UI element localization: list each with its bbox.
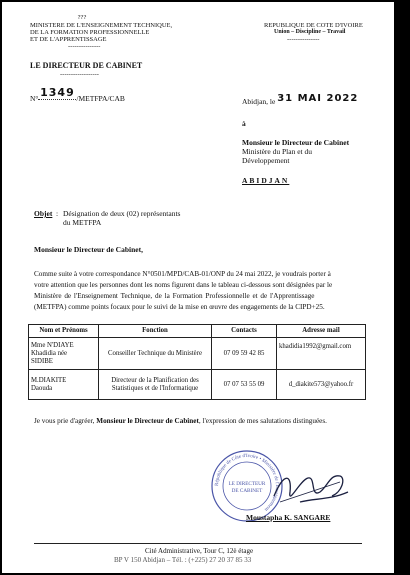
body-line-4: (METFPA) comme points focaux pour le suivi de la mise en œuvre des engagements de la CIPD+25. [34,303,325,311]
header-right-rule: --------------- [287,36,320,43]
object-colon: : [56,209,59,218]
header-left-rule: --------------- [68,43,101,50]
seal-ring-text: République de Côte d'Ivoire • Ministère de l'Enseignement [214,453,279,512]
closing-line: Je vous prie d'agréer, Monsieur le Directeur de Cabinet, l'expression de mes salutations distinguées. [34,417,327,425]
table-row [29,338,366,370]
table-header-contacts: Contacts [212,325,277,338]
recipient-line3: Développement [242,156,290,165]
date-stamp: 31 MAI 2022 [277,93,359,104]
recipient-a: à [242,119,246,128]
table-cell-function: Directeur de la Planification des Statistiques et de l'Informatique [99,370,212,400]
table-cell-email: khadidia1992@gmail.com [277,338,366,370]
object-line2: du METFPA [63,218,102,227]
reference-suffix: /METFPA/CAB [76,94,125,103]
director-rule: ------------------ [60,71,99,78]
footer-line2: BP V 150 Abidjan – Tél. : (+225) 27 20 37 85 33 [114,556,252,564]
header-left-line3: ET DE L'APPRENTISSAGE [30,36,107,43]
object-line1: Désignation de deux (02) représentants [63,209,181,218]
object-label: Objet [34,209,53,218]
header-right-motto: Union – Discipline – Travail [274,29,346,35]
table-row [29,370,366,400]
reference-line [30,86,125,105]
director-title: LE DIRECTEUR DE CABINET [30,61,143,70]
table-header-row [29,325,366,338]
focal-points-table [28,324,366,400]
header-left-line2: DE LA FORMATION PROFESSIONNELLE [30,29,150,36]
header-left-line1: MINISTERE DE L'ENSEIGNEMENT TECHNIQUE, [30,22,173,29]
table-cell-contact: 07 09 59 42 85 [212,338,277,370]
seal-center-2: DE CABINET [231,488,263,494]
body-line-2: votre attention que les personnes dont les noms figurent dans le tableau ci-dessous sont désignées par le [34,281,333,289]
reference-prefix: N° [30,94,39,103]
table-header-function: Fonction [99,325,212,338]
seal-center-1: LE DIRECTEUR [228,481,266,487]
table-header-name: Nom et Prénoms [29,325,99,338]
reference-number: 1349 [40,86,75,99]
letter-page [2,2,394,573]
handwritten-signature [270,462,352,512]
footer-line1: Cité Administrative, Tour C, 12è étage [145,547,254,555]
table-cell-name: Mme N'DIAYE Khadidia née SIDIBE [29,338,99,370]
recipient-city: ABIDJAN [242,176,290,185]
table-cell-name: M.DIAKITE Daouda [29,370,99,400]
footer-rule [34,543,362,544]
table-cell-contact: 07 07 53 55 09 [212,370,277,400]
table-cell-email: d_diakite573@yahoo.fr [277,370,366,400]
table-cell-function: Conseiller Technique du Ministère [99,338,212,370]
signatory-name: Moustapha K. SANGARE [246,513,331,522]
header-right-country: REPUBLIQUE DE COTE D'IVOIRE [264,22,363,29]
recipient-line2: Ministère du Plan et du [242,147,312,156]
header-left-line0: ??? [77,14,87,21]
recipient-name: Monsieur le Directeur de Cabinet [242,138,350,147]
closing-bold: Monsieur le Directeur de Cabinet [96,417,199,425]
body-line-3: Ministère de l'Enseignement Technique, de la Formation Professionnelle et de l'Apprentissage [34,292,315,300]
table-header-email: Adresse mail [277,325,366,338]
salutation: Monsieur le Directeur de Cabinet, [34,245,143,254]
place-date [242,93,359,107]
body-line-1: Comme suite à votre correspondance N°0501/MPD/CAB-01/ONP du 24 mai 2022, je voudrais porter à [34,270,331,278]
place-label: Abidjan, le [242,97,276,106]
